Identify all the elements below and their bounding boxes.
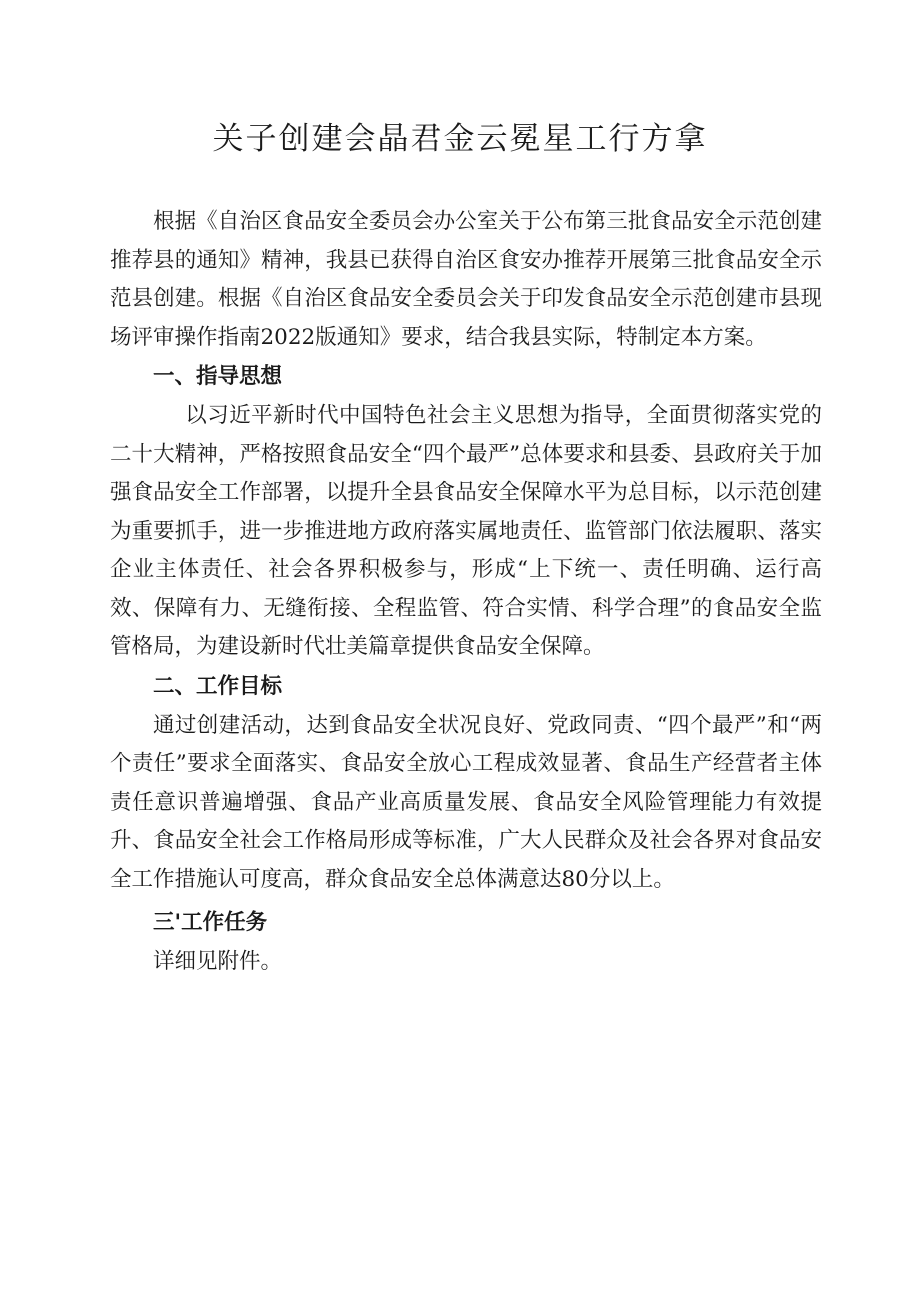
section-heading-work-goals: 二、工作目标 (153, 673, 283, 699)
intro-paragraph: 根据《自治区食品安全委员会办公室关于公布第三批食品安全示范创建推荐县的通知》精神，我县已获得自治区食安办推荐开展第三批食品安全示范县创建。根据《自治区食品安全委员会关于印发食品安全示范创建市县现场评审操作指南2022版通知》要求，结合我县实际，特制定本方案。 (110, 209, 822, 350)
document-title: 关子创建会晶君金云冕星工行方拿 (212, 121, 708, 157)
section-paragraph-work-tasks: 详细见附件。 (153, 949, 283, 974)
section-heading-guiding-ideology: 一、指导思想 (153, 364, 283, 389)
section-paragraph-work-goals: 通过创建活动，达到食品安全状况良好、党政同责、“四个最严”和“两个责任”要求全面落实、食品安全放心工程成效显著、食品生产经营者主体责任意识普遍增强、食品产业高质量发展、食品安全风险管理能力有效提升、食品安全社会工作格局形成等标准，广大人民群众及社会各界对食品安全工作措施认可度高，群众食品安全总体满意达80分以上。 (110, 712, 822, 892)
section-heading-work-tasks: 三'工作任务 (153, 910, 268, 935)
document-body (110, 203, 822, 982)
section-paragraph-guiding-ideology: 以习近平新时代中国特色社会主义思想为指导，全面贯彻落实党的二十大精神，严格按照食品安全“四个最严”总体要求和县委、县政府关于加强食品安全工作部署，以提升全县食品安全保障水平为总目标，以示范创建为重要抓手，进一步推进地方政府落实属地责任、监管部门依法履职、落实企业主体责任、社会各界积极参与，形成“上下统一、责任明确、运行高效、保障有力、无缝衔接、全程监管、符合实情、科学合理”的食品安全监管格局，为建设新时代壮美篇章提供食品安全保障。 (110, 403, 822, 659)
